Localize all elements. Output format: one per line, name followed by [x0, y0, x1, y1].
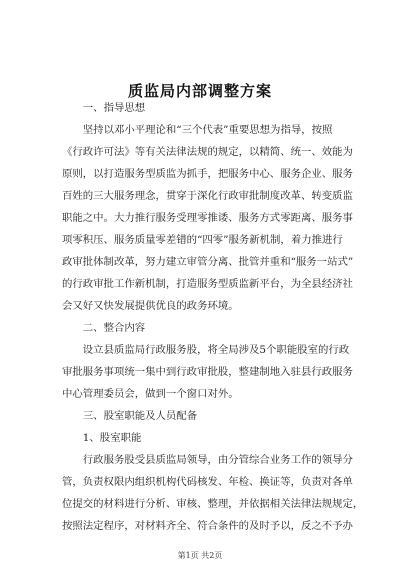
paragraph-line: 按照法定程序，对材料齐全、符合条件的及时予以，反之不予办	[62, 520, 353, 532]
paragraph-line: 政审批体制改革，努力建立审管分离、批管并重和“服务一站式”	[62, 256, 354, 268]
section-heading-guiding-thought: 一、指导思想	[82, 102, 146, 114]
paragraph-line: 《行政许可法》等有关法律法规的规定，以精简、统一、效能为	[62, 146, 353, 158]
page-number-footer: 第1页 共2页	[177, 551, 223, 560]
paragraph-line: 中心管理委员会，做到一个窗口对外。	[62, 388, 239, 400]
section-heading-functions-staffing: 三、股室职能及人员配备	[82, 410, 198, 422]
section-paragraph-integration	[62, 339, 353, 405]
subsection-heading-functions: 1、股室职能	[82, 432, 142, 444]
section-paragraph-functions	[62, 449, 364, 537]
paragraph-line: 职能之中。大力推行服务受理零推诿、服务方式零距离、服务事	[62, 212, 353, 224]
paragraph-line: 的行政审批工作新机制，打造服务型质监新平台，为全县经济社	[62, 278, 353, 290]
paragraph-line: 管，负责权限内组织机构代码核发、年检、换证等，负责对各单	[62, 476, 353, 488]
paragraph-line: 位提交的材料进行分析、审核、整理，并依据相关法律法规规定，	[62, 498, 364, 510]
paragraph-line: 项零积压、服务质量零差错的“四零”服务新机制，着力推进行	[62, 234, 343, 246]
paragraph-line: 原则，以打造服务型质监为抓手，把服务中心、服务企业、服务	[62, 168, 353, 180]
paragraph-line: 审批服务事项统一集中到行政审批股，整建制地入驻县行政服务	[62, 366, 353, 378]
paragraph-line: 会又好又快发展提供优良的政务环境。	[62, 300, 239, 312]
section-paragraph-guiding-thought	[62, 119, 354, 317]
paragraph-line: 坚持以邓小平理论和“三个代表”重要思想为指导，按照	[82, 124, 333, 136]
paragraph-line: 百姓的三大服务理念，贯穿于深化行政审批制度改革、转变质监	[62, 190, 353, 202]
document-title: 质监局内部调整方案	[127, 82, 272, 100]
document-body	[62, 97, 364, 537]
section-heading-integration: 二、整合内容	[82, 322, 146, 334]
paragraph-line: 设立县质监局行政服务股，将全局涉及5个职能股室的行政	[82, 344, 350, 356]
paragraph-line: 行政服务股受县质监局领导，由分管综合业务工作的领导分	[82, 454, 353, 466]
